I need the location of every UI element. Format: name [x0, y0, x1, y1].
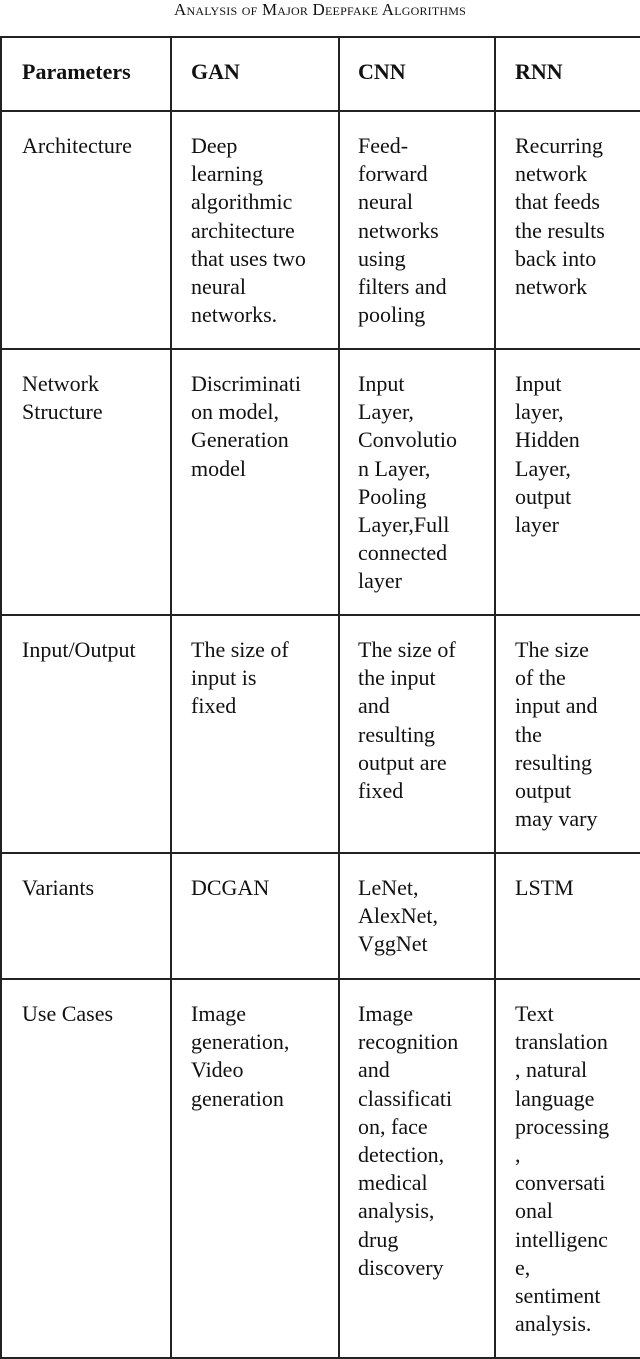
gan-cell: DCGAN: [171, 853, 339, 979]
table-row: [1, 615, 640, 853]
cnn-cell: Image recognition and classificati on, face detection, medical analysis, drug discovery: [339, 979, 495, 1358]
table-row: [1, 349, 640, 615]
header-cell-parameters: Parameters: [1, 37, 171, 111]
table-row: [1, 111, 640, 349]
cnn-cell: Feed- forward neural networks using filters and pooling: [339, 111, 495, 349]
row-label-cell: Use Cases: [1, 979, 171, 1358]
row-label-cell: Network Structure: [1, 349, 171, 615]
row-label-cell: Input/Output: [1, 615, 171, 853]
rnn-cell: The size of the input and the resulting output may vary: [495, 615, 640, 853]
rnn-cell: Input layer, Hidden Layer, output layer: [495, 349, 640, 615]
cnn-cell: Input Layer, Convolutio n Layer, Pooling Layer,Full connected layer: [339, 349, 495, 615]
rnn-cell: Text translation , natural language processing , conversati onal intelligenc e, sentiment analysis.: [495, 979, 640, 1358]
header-cell-cnn: CNN: [339, 37, 495, 111]
header-cell-rnn: RNN: [495, 37, 640, 111]
table-row: [1, 979, 640, 1358]
cnn-cell: The size of the input and resulting output are fixed: [339, 615, 495, 853]
row-label-cell: Variants: [1, 853, 171, 979]
algorithms-table: [0, 36, 640, 1359]
gan-cell: Image generation, Video generation: [171, 979, 339, 1358]
rnn-cell: Recurring network that feeds the results back into network: [495, 111, 640, 349]
table-caption: Analysis of Major Deepfake Algorithms: [173, 0, 466, 19]
header-row: [1, 37, 640, 111]
gan-cell: Discriminati on model, Generation model: [171, 349, 339, 615]
gan-cell: The size of input is fixed: [171, 615, 339, 853]
row-label-cell: Architecture: [1, 111, 171, 349]
gan-cell: Deep learning algorithmic architecture that uses two neural networks.: [171, 111, 339, 349]
table-row: [1, 853, 640, 979]
header-cell-gan: GAN: [171, 37, 339, 111]
cnn-cell: LeNet, AlexNet, VggNet: [339, 853, 495, 979]
rnn-cell: LSTM: [495, 853, 640, 979]
